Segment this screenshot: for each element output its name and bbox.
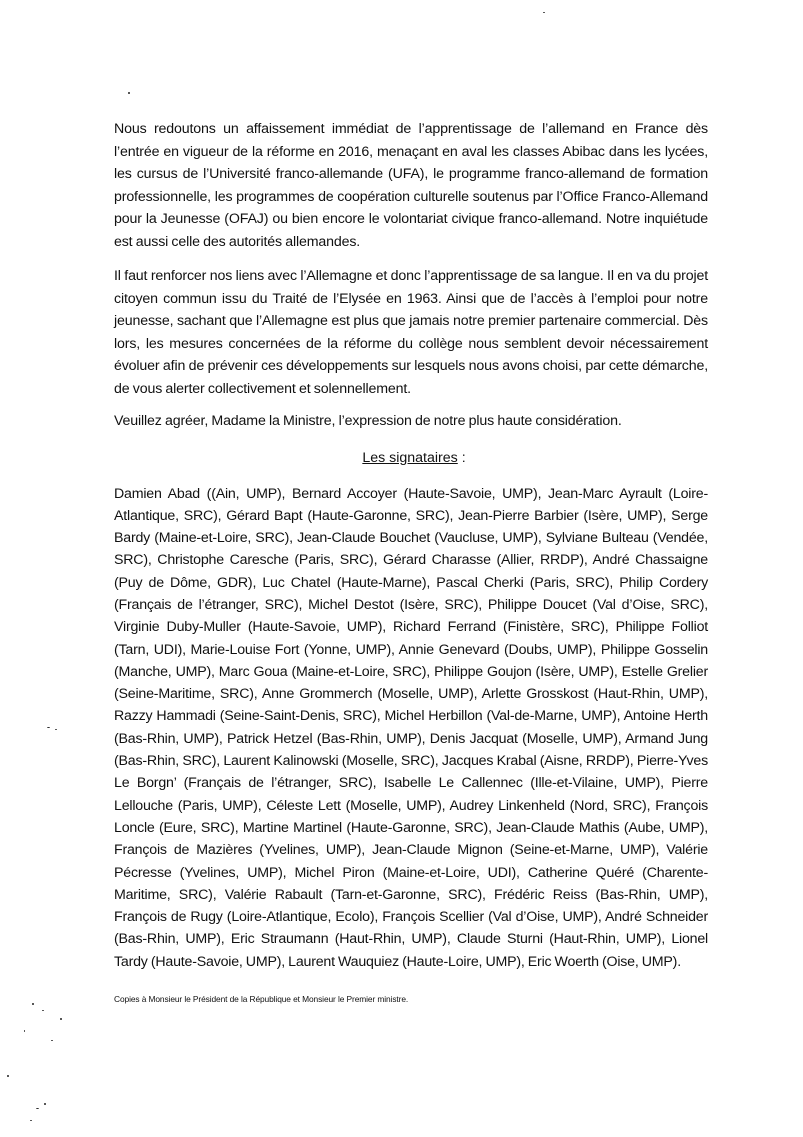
paragraph-concern: Nous redoutons un affaissement immédiat de l’apprentissage de l’allemand en France dès l’entrée en vigueur de la réforme en 2016, menaçant en aval les classes Abibac dans les lycées, les cursus de l’Université franco-allemande (UFA), le programme franco-allemand de formation professionnelle, les programmes de coopération culturelle soutenus par l’Office Franco-Allemand pour la Jeunesse (OFAJ) ou bien encore le volontariat civique franco-allemand. Notre inquiétude est aussi celle des autorités allemandes. [114,121,708,250]
signatories-heading-title: Les signataires [362,449,458,466]
scan-speck [51,1040,53,1041]
scan-speck [128,92,130,94]
paragraph-closing: Veuillez agréer, Madame la Ministre, l’expression de notre plus haute considération. [114,413,622,429]
signatories-list: Damien Abad ((Ain, UMP), Bernard Accoyer (Haute-Savoie, UMP), Jean-Marc Ayrault (Loire-Atlantique, SRC), Gérard Bapt (Haute-Garonne, SRC), Jean-Pierre Barbier (Isère, UMP), Serge Bardy (Maine-et-Loire, SRC), Jean-Claude Bouchet (Vaucluse, UMP), Sylviane Bulteau (Vendée, SRC), Christophe Caresche (Paris, SRC), Gérard Charasse (Allier, RRDP), André Chassaigne (Puy de Dôme, GDR), Luc Chatel (Haute-Marne), Pascal Cherki (Paris, SRC), Philip Cordery (Français de l’étranger, SRC), Michel Destot (Isère, SRC), Philippe Doucet (Val d’Oise, SRC), Virginie Duby-Muller (Haute-Savoie, UMP), Richard Ferrand (Finistère, SRC), Philippe Folliot (Tarn, UDI), Marie-Louise Fort (Yonne, UMP), Annie Genevard (Doubs, UMP), Philippe Gosselin (Manche, UMP), Marc Goua (Maine-et-Loire, SRC), Philippe Goujon (Isère, UMP), Estelle Grelier (Seine-Maritime, SRC), Anne Grommerch (Moselle, UMP), Arlette Grosskost (Haut-Rhin, UMP), Razzy Hammadi (Seine-Saint-Denis, SRC), Michel Herbillon (Val-de-Marne, UMP), Antoine Herth (Bas-Rhin, UMP), Patrick Hetzel (Bas-Rhin, UMP), Denis Jacquat (Moselle, UMP), Armand Jung (Bas-Rhin, SRC), Laurent Kalinowski (Moselle, SRC), Jacques Krabal (Aisne, RRDP), Pierre-Yves Le Borgn’ (Français de l’étranger, SRC), Isabelle Le Callennec (Ille-et-Vilaine, UMP), Pierre Lellouche (Paris, UMP), Céleste Lett (Moselle, UMP), Audrey Linkenheld (Nord, SRC), François Loncle (Eure, SRC), Martine Martinel (Haute-Garonne, SRC), Jean-Claude Mathis (Aube, UMP), François de Mazières (Yvelines, UMP), Jean-Claude Mignon (Seine-et-Marne, UMP), Valérie Pécresse (Yvelines, UMP), Michel Piron (Maine-et-Loire, UDI), Catherine Quéré (Charente-Maritime, SRC), Valérie Rabault (Tarn-et-Garonne, SRC), Frédéric Reiss (Bas-Rhin, UMP), François de Rugy (Loire-Atlantique, Ecolo), François Scellier (Val d’Oise, UMP), André Schneider (Bas-Rhin, UMP), Eric Straumann (Haut-Rhin, UMP), Claude Sturni (Haut-Rhin, UMP), Lionel Tardy (Haute-Savoie, UMP), Laurent Wauquiez (Haute-Loire, UMP), Eric Woerth (Oise, UMP). [114,485,708,970]
scan-speck [60,1018,62,1020]
scan-speck [543,12,545,13]
scan-speck [32,1003,34,1005]
paragraph-germany-ties: Il faut renforcer nos liens avec l’Allemagne et donc l’apprentissage de sa langue. Il en va du projet citoyen commun issu du Traité de l’Elysée en 1963. Ainsi que de l’accès à l’emploi pour notre jeunesse, sachant que l’Allemagne est plus que jamais notre premier partenaire commercial. Dès lors, les mesures concernées de la réforme du collège nous semblent devoir nécessairement évoluer afin de prévenir ces développements sur lesquels nous avons choisi, par cette démarche, de vous alerter collectivement et solennellement. [114,268,708,397]
scan-speck [30,1120,32,1121]
scan-speck [42,1010,44,1011]
scan-speck [24,1030,25,1032]
scan-speck [47,727,50,728]
scan-speck [44,1103,46,1105]
scan-speck [7,1075,9,1077]
scan-speck [55,729,57,730]
letter-body [114,118,708,973]
copies-note: Copies à Monsieur le Président de la République et Monsieur le Premier ministre. [114,994,409,1004]
signatories-heading-colon: : [457,449,466,466]
scan-speck [36,1108,39,1109]
signatories-heading [114,447,708,469]
